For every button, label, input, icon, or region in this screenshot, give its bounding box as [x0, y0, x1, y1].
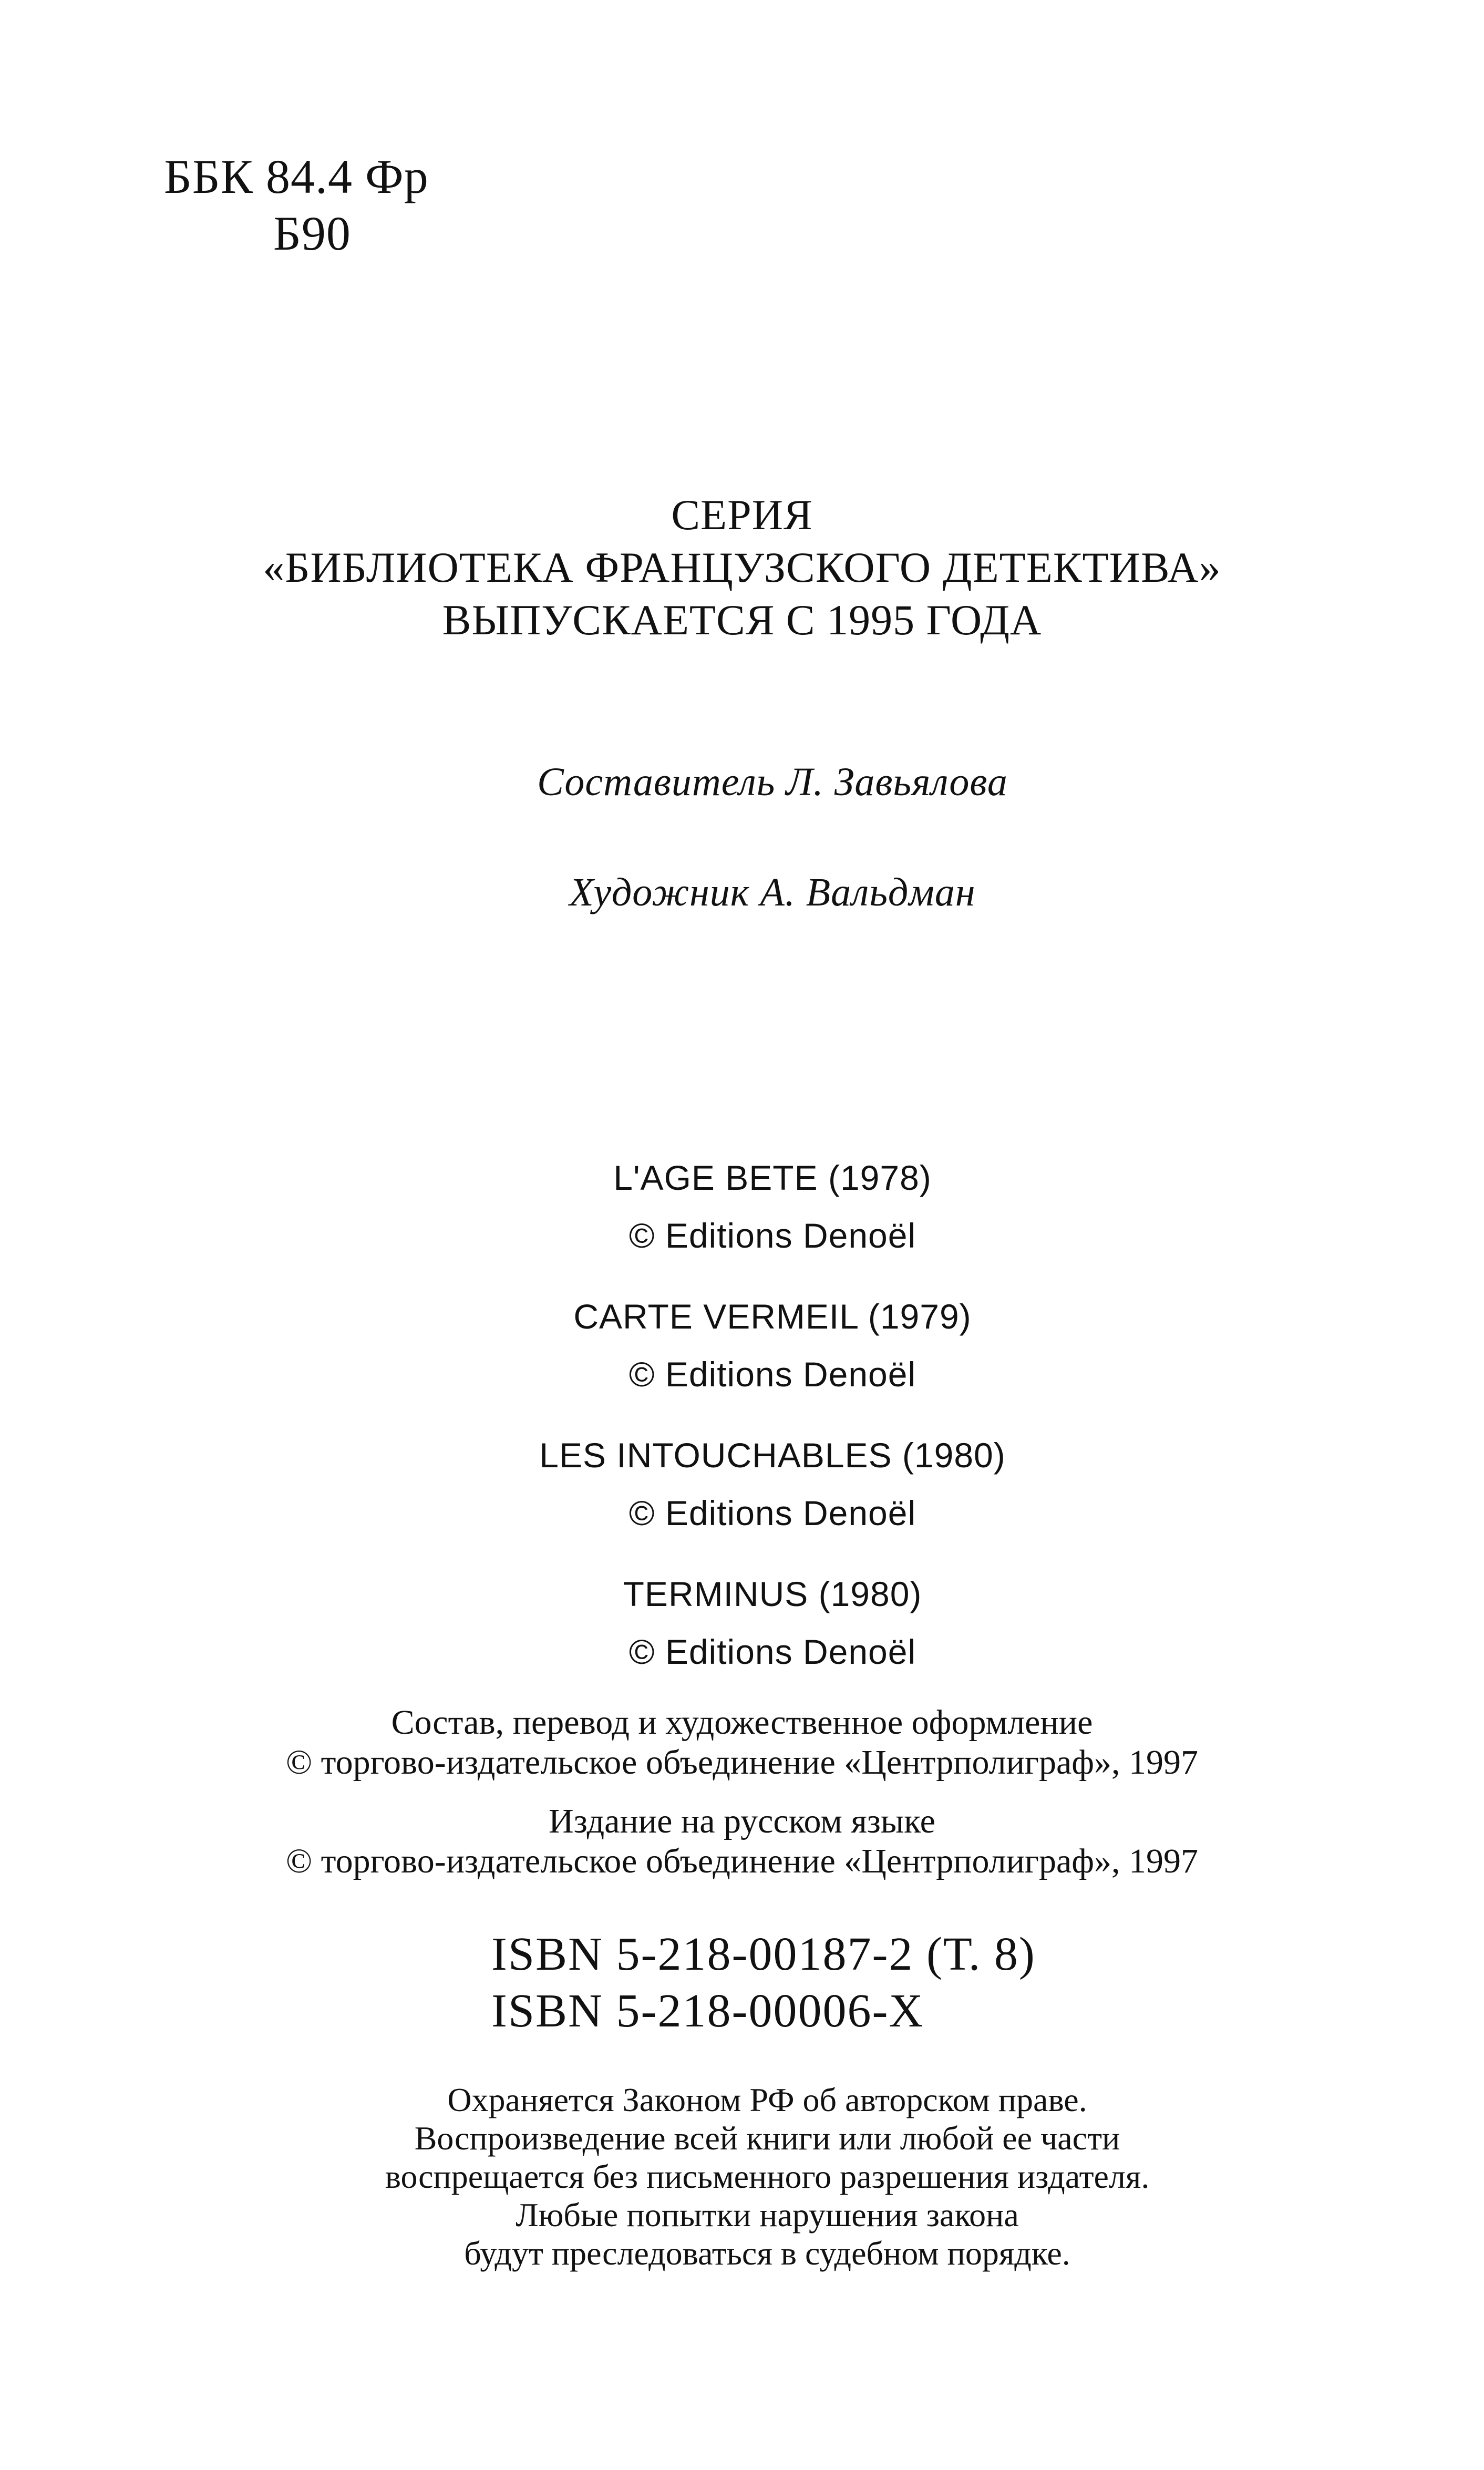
- series-line-2: «БИБЛИОТЕКА ФРАНЦУЗСКОГО ДЕТЕКТИВА»: [263, 543, 1221, 592]
- legal-notice-line-4: Любые попытки нарушения закона: [516, 2196, 1019, 2234]
- artist-credit: Художник А. Вальдман: [569, 870, 976, 914]
- copyright-title-4: TERMINUS (1980): [623, 1574, 922, 1613]
- series-line-1: СЕРИЯ: [671, 491, 813, 539]
- compiler-credit: Составитель Л. Завьялова: [537, 760, 1008, 804]
- legal-notice: [0, 2081, 1484, 2273]
- series-heading: [0, 489, 1484, 646]
- copyright-title-1: L'AGE BETE (1978): [613, 1158, 932, 1197]
- legal-notice-line-1: Охраняется Законом РФ об авторском праве.: [447, 2081, 1087, 2118]
- copyright-holder-2: © Editions Denoël: [628, 1355, 916, 1394]
- isbn-block: [491, 1926, 1036, 2040]
- copyright-holder-3: © Editions Denoël: [628, 1494, 916, 1532]
- edition-rights-line-2: © торгово-издательское объединение «Центрполиграф», 1997: [285, 1841, 1199, 1880]
- copyright-holder-1: © Editions Denoël: [628, 1216, 916, 1255]
- legal-notice-line-3: воспрещается без письменного разрешения издателя.: [385, 2157, 1150, 2195]
- translation-rights-line-1: Состав, перевод и художественное оформление: [391, 1703, 1093, 1742]
- translation-rights-line-2: © торгово-издательское объединение «Центрполиграф», 1997: [285, 1743, 1199, 1782]
- translation-rights: [0, 1703, 1484, 1783]
- series-line-3: ВЫПУСКАЕТСЯ С 1995 ГОДА: [442, 596, 1042, 644]
- bbk-code: ББК 84.4 Фр: [164, 150, 429, 203]
- legal-notice-line-5: будут преследоваться в судебном порядке.: [464, 2234, 1070, 2272]
- edition-rights-line-1: Издание на русском языке: [549, 1802, 935, 1840]
- bbk-index: Б90: [273, 207, 351, 260]
- isbn-volume: ISBN 5-218-00187-2 (Т. 8): [491, 1928, 1036, 1980]
- legal-notice-line-2: Воспроизведение всей книги или любой ее части: [414, 2119, 1120, 2157]
- isbn-set: ISBN 5-218-00006-Х: [491, 1985, 924, 2037]
- copyright-title-2: CARTE VERMEIL (1979): [573, 1297, 972, 1336]
- copyright-holder-4: © Editions Denoël: [628, 1632, 916, 1671]
- copyright-title-3: LES INTOUCHABLES (1980): [539, 1436, 1006, 1475]
- edition-rights: [0, 1802, 1484, 1881]
